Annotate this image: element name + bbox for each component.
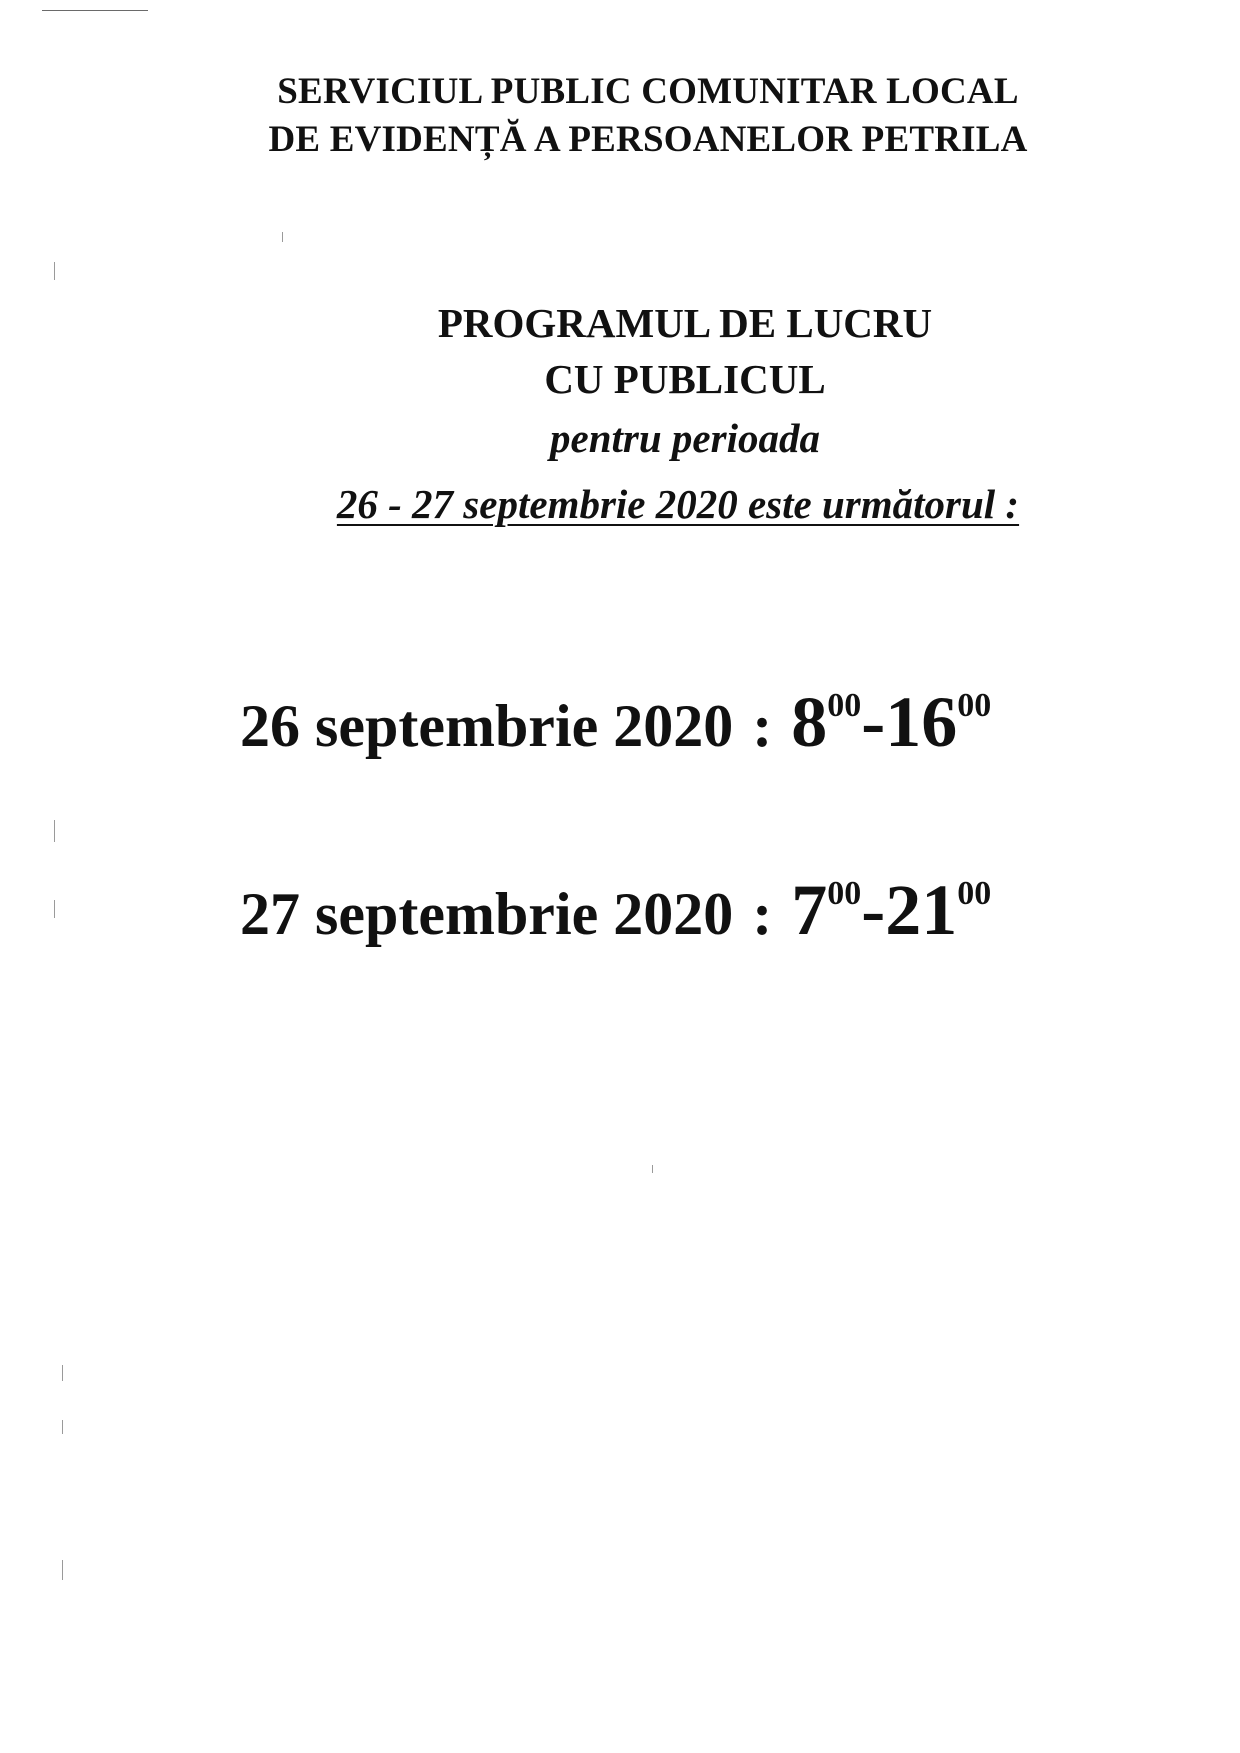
- scan-speck: [54, 262, 55, 280]
- institution-header: [0, 68, 1240, 164]
- institution-name-line-1: SERVICIUL PUBLIC COMUNITAR LOCAL: [277, 71, 1019, 112]
- scan-speck: [62, 1560, 63, 1580]
- institution-name-line-2: DE EVIDENȚĂ A PERSOANELOR PETRILA: [268, 119, 1028, 160]
- schedule-start-hour: 7: [791, 870, 828, 950]
- schedule-start-minutes: 00: [827, 875, 862, 912]
- schedule-separator: :: [737, 881, 788, 947]
- schedule-date: 26 septembrie 2020: [240, 693, 734, 759]
- schedule-dash: -: [861, 870, 886, 950]
- schedule-row-day-2: [240, 870, 1240, 970]
- program-title: [0, 295, 1240, 407]
- program-title-line-2: CU PUBLICUL: [544, 356, 826, 402]
- scan-speck: [54, 900, 55, 918]
- schedule-separator: :: [737, 693, 788, 759]
- schedule-end-hour: 16: [885, 682, 958, 762]
- period-label: pentru perioada: [550, 415, 820, 461]
- schedule-row-day-1: [240, 682, 1240, 782]
- schedule-date: 27 septembrie 2020: [240, 881, 734, 947]
- schedule-end-hour: 21: [885, 870, 958, 950]
- scan-artifact-line: [42, 10, 148, 11]
- scan-speck: [54, 820, 55, 842]
- period-range: 26 - 27 septembrie 2020 este următorul :: [336, 481, 1020, 527]
- schedule-end-minutes: 00: [957, 687, 992, 724]
- schedule-end-minutes: 00: [957, 875, 992, 912]
- scan-speck: [62, 1420, 63, 1434]
- schedule-dash: -: [861, 682, 886, 762]
- scan-speck: [652, 1165, 653, 1173]
- program-title-line-1: PROGRAMUL DE LUCRU: [437, 300, 933, 346]
- scan-speck: [282, 232, 283, 242]
- schedule-start-minutes: 00: [827, 687, 862, 724]
- scan-speck: [62, 1365, 63, 1381]
- schedule-start-hour: 8: [791, 682, 828, 762]
